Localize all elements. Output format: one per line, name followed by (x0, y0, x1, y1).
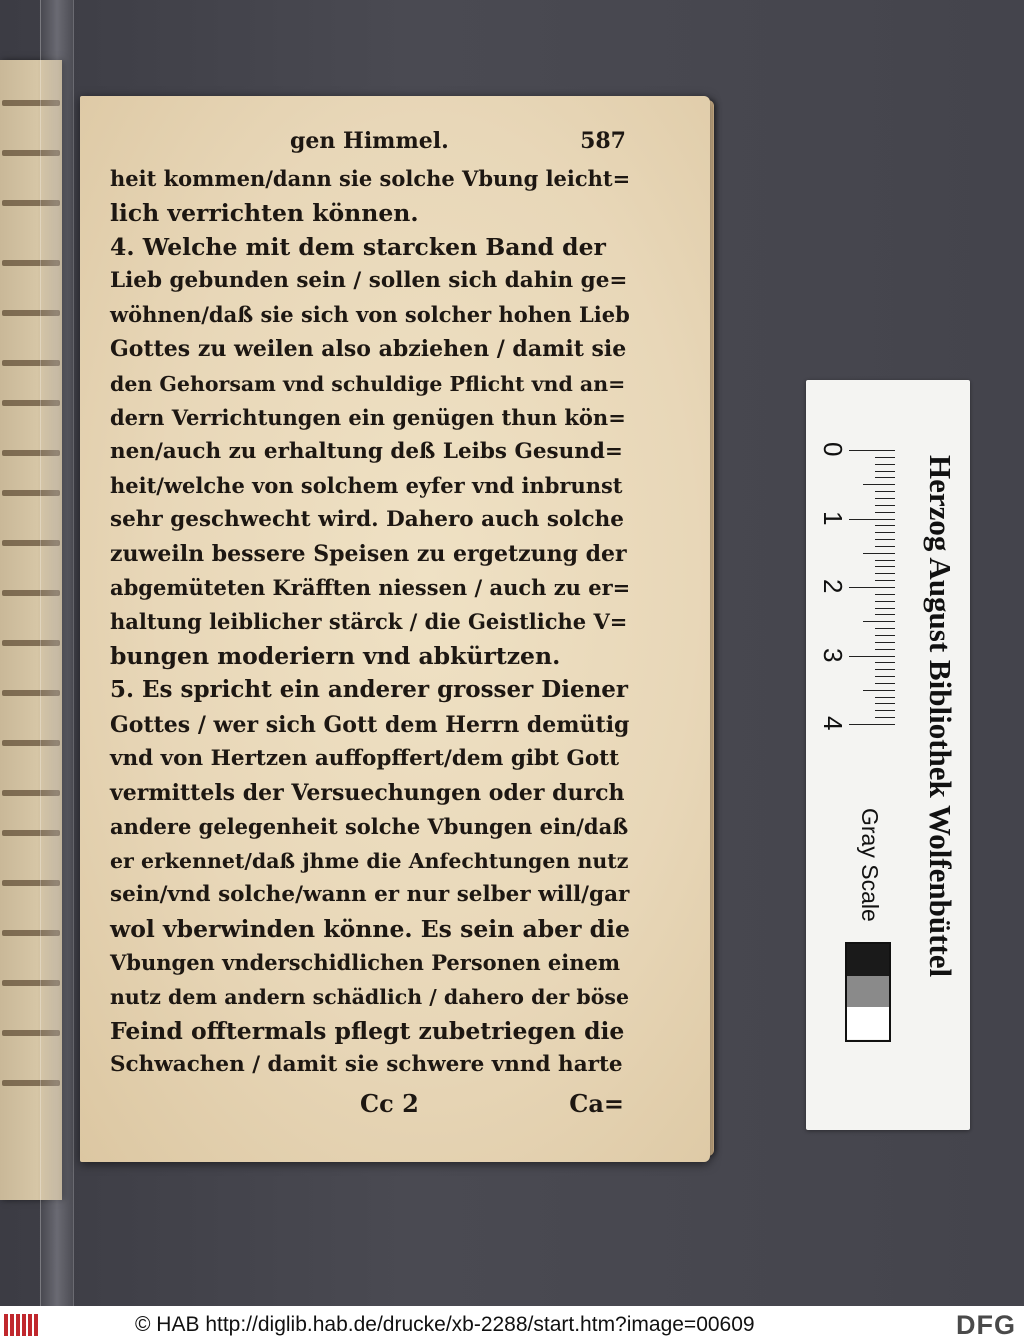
ruler-tick (863, 690, 895, 691)
text-line: zuweiln bessere Speisen zu ergetzung der (110, 541, 627, 568)
ruler-tick (875, 628, 895, 629)
text-line: er erkennet/daß jhme die Anfechtungen nutz (110, 848, 629, 873)
ruler-tick (875, 649, 895, 650)
ruler-tick (875, 594, 895, 595)
gray-scale-label: Gray Scale (857, 808, 883, 922)
ruler-tick (875, 697, 895, 698)
footer-bar (0, 1306, 1024, 1344)
catch-line (110, 1085, 630, 1125)
ruler-tick (875, 539, 895, 540)
ruler-tick (875, 710, 895, 711)
text-line: 4. Welche mit dem starcken Band der (110, 233, 606, 262)
ruler-tick (875, 642, 895, 643)
ruler-tick (875, 608, 895, 609)
text-line: Vbungen vnderschidlichen Personen einem (110, 950, 621, 976)
ruler-number: 1 (818, 510, 848, 525)
text-line: sehr geschwecht wird. Dahero auch solche (110, 506, 624, 532)
gray-patch (847, 1007, 889, 1039)
text-lines (110, 162, 630, 1083)
ruler-tick (875, 573, 895, 574)
text-line: 5. Es spricht ein anderer grosser Diener (110, 676, 629, 704)
ruler-tick (875, 614, 895, 615)
ruler-tick (875, 546, 895, 547)
ruler-institution-label: Herzog August Bibliothek Wolfenbüttel (923, 455, 958, 978)
dfg-logo: DFG (956, 1310, 1016, 1340)
text-line: bungen moderiern vnd abkürtzen. (110, 642, 561, 671)
ruler-tick (875, 676, 895, 677)
ruler-tick (875, 491, 895, 492)
text-line: vermittels der Versuechungen oder durch (110, 779, 625, 806)
text-line: den Gehorsam vnd schuldige Pflicht vnd an= (110, 371, 626, 396)
ruler-tick (875, 566, 895, 567)
text-line: nutz dem andern schädlich / dahero der böse (110, 985, 630, 1010)
text-line: nen/auch zu erhaltung deß Leibs Gesund= (110, 438, 623, 464)
gray-patch (847, 944, 889, 976)
text-line: vnd von Hertzen auffopffert/dem gibt Gott (110, 745, 620, 771)
signature-mark: Cc 2 (360, 1088, 419, 1118)
ruler-tick (875, 464, 895, 465)
text-line: lich verrichten können. (110, 199, 419, 228)
ruler-tick (875, 457, 895, 458)
text-line: wöhnen/daß sie sich von solcher hohen Lieb (110, 302, 630, 328)
catchword: Ca= (569, 1088, 624, 1118)
ruler-scale (818, 442, 895, 790)
text-line: abgemüteten Kräfften niessen / auch zu er= (110, 575, 631, 601)
ruler-tick (849, 450, 895, 451)
ruler-number: 3 (818, 647, 848, 662)
ruler-tick (863, 484, 895, 485)
text-line: Gottes / wer sich Gott dem Herrn demütig (110, 711, 630, 738)
ruler-tick (875, 662, 895, 663)
ruler-tick (849, 656, 895, 657)
running-title: gen Himmel. (290, 128, 449, 154)
text-line: Gottes zu weilen also abziehen / damit sie (110, 336, 627, 363)
ruler-tick (849, 724, 895, 725)
text-line: andere gelegenheit solche Vbungen ein/daß (110, 813, 629, 839)
ruler-tick (875, 477, 895, 478)
page-number: 587 (580, 128, 626, 154)
ruler-tick (875, 498, 895, 499)
running-head (110, 128, 630, 162)
ruler-tick (863, 553, 895, 554)
ruler-tick (875, 669, 895, 670)
ruler-tick (875, 580, 895, 581)
ruler-tick (875, 601, 895, 602)
ruler-number: 4 (818, 716, 848, 731)
ruler-tick (875, 471, 895, 472)
text-line: sein/vnd solche/wann er nur selber will/gar (110, 881, 630, 907)
ruler-tick (875, 703, 895, 704)
hab-logo-icon (4, 1314, 38, 1336)
ruler-tick (863, 621, 895, 622)
text-line: dern Verrichtungen ein genügen thun kön= (110, 404, 626, 430)
ruler-tick (875, 512, 895, 513)
ruler-tick (849, 519, 895, 520)
text-line: heit kommen/dann sie solche Vbung leicht= (110, 166, 631, 191)
text-line: Feind offtermals pflegt zubetriegen die (110, 1017, 625, 1046)
text-line: wol vberwinden könne. Es sein aber die (110, 915, 630, 944)
ruler-number: 2 (818, 579, 848, 594)
citation-link[interactable]: © HAB http://diglib.hab.de/drucke/xb-2288/start.htm?image=00609 (135, 1313, 755, 1336)
glass-plate-edge (40, 0, 74, 1306)
text-line: haltung leiblicher stärck / die Geistliche V= (110, 609, 628, 635)
ruler-tick (875, 683, 895, 684)
text-line: Schwachen / damit sie schwere vnnd harte (110, 1052, 623, 1078)
text-line: heit/welche von solchem eyfer vnd inbrunst (110, 472, 623, 498)
gray-scale-patches (845, 942, 891, 1042)
gray-patch (847, 976, 889, 1008)
text-line: Lieb gebunden sein / sollen sich dahin ge= (110, 268, 628, 294)
ruler-tick (875, 635, 895, 636)
ruler-tick (875, 560, 895, 561)
page-text (110, 128, 630, 1125)
ruler-tick (875, 525, 895, 526)
ruler-tick (875, 717, 895, 718)
ruler-number: 0 (818, 442, 848, 457)
ruler-tick (849, 587, 895, 588)
ruler-tick (875, 505, 895, 506)
ruler-tick (875, 532, 895, 533)
